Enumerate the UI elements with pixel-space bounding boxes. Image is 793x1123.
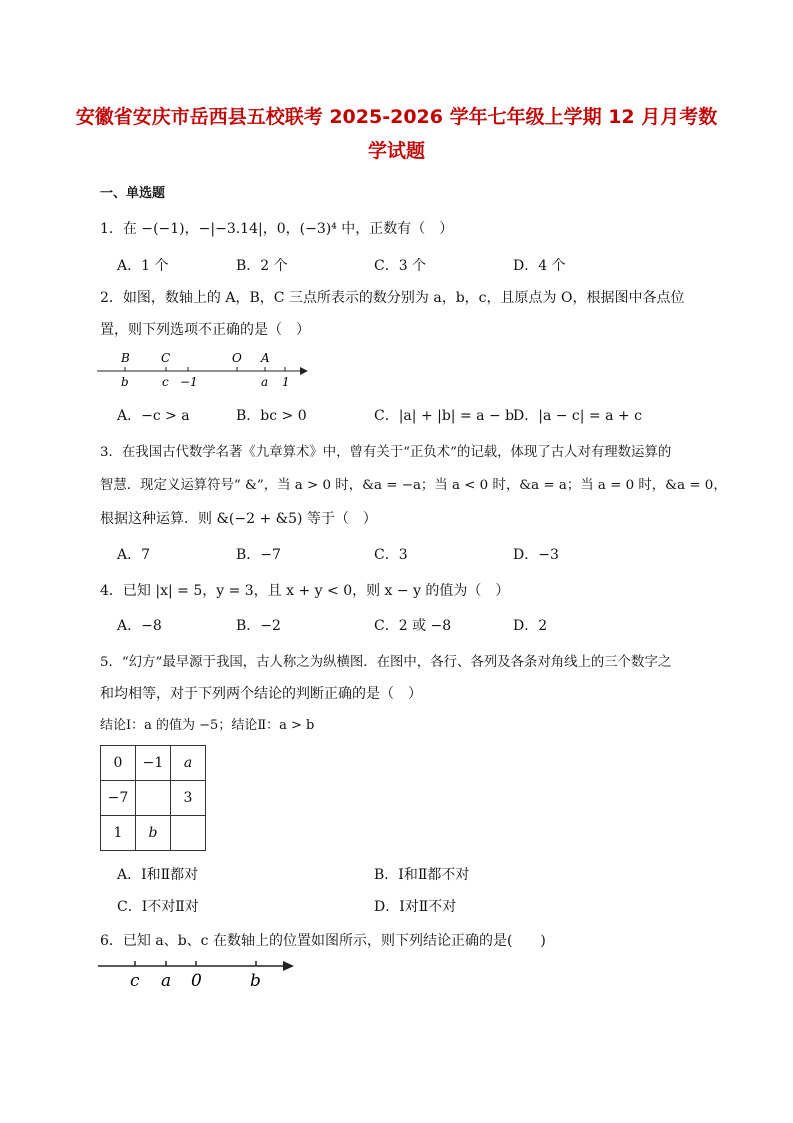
label-B: B — [121, 351, 130, 365]
q2-option-a: A．−c > a — [117, 408, 190, 424]
q4-option-c: C．2 或 −8 — [374, 618, 452, 634]
label-zero: 0 — [191, 971, 202, 991]
label-a: a — [161, 971, 172, 991]
question-5-line1: 5．“幻方”最早源于我国，古人称之为纵横图．在图中，各行、各列及各条对角线上的三个数字之 — [100, 655, 672, 670]
q4-option-d: D．2 — [513, 618, 548, 634]
label-minus-one: −1 — [180, 375, 198, 389]
q2-option-b: B．bc > 0 — [236, 408, 307, 424]
grid-cell: 1 — [101, 816, 136, 851]
q2-number-line — [95, 346, 310, 392]
q3-option-c: C．3 — [374, 547, 408, 563]
grid-cell — [136, 781, 171, 816]
label-A: A — [261, 351, 270, 365]
q3-option-d: D．−3 — [513, 547, 559, 563]
q1-option-c: C．3 个 — [374, 258, 427, 274]
q6-number-line — [95, 955, 300, 995]
label-a: a — [261, 375, 269, 389]
q5-option-b: B．Ⅰ和Ⅱ都不对 — [374, 867, 470, 883]
q1-option-d: D．4 个 — [513, 258, 566, 274]
q3-option-b: B．−7 — [236, 547, 281, 563]
label-c: c — [130, 971, 140, 991]
grid-cell — [171, 816, 206, 851]
question-3-line1: 3．在我国古代数学名著《九章算术》中，曾有关于“正负术”的记载，体现了古人对有理数运算的 — [100, 445, 672, 460]
grid-cell: −1 — [136, 746, 171, 781]
label-b: b — [250, 971, 261, 991]
exam-title-line1: 安徽省安庆市岳西县五校联考 2025-2026 学年七年级上学期 12 月月考数 — [75, 106, 718, 128]
label-b: b — [121, 375, 129, 389]
label-one: 1 — [282, 375, 290, 389]
section-heading: 一、单选题 — [100, 186, 166, 201]
q2-option-d: D．|a − c| = a + c — [513, 408, 642, 424]
grid-cell: 3 — [171, 781, 206, 816]
q3-option-a: A．7 — [117, 547, 151, 563]
q5-option-c: C．Ⅰ不对Ⅱ对 — [117, 899, 199, 915]
label-c: c — [162, 375, 169, 389]
exam-title-line2: 学试题 — [367, 140, 425, 162]
label-C: C — [161, 351, 171, 365]
label-O: O — [232, 351, 242, 365]
q2-option-c: C．|a| + |b| = a − b — [374, 408, 515, 424]
question-5-conclusions: 结论Ⅰ：a 的值为 −5；结论Ⅱ：a > b — [100, 718, 315, 733]
question-2-line2: 置，则下列选项不正确的是（ ） — [100, 322, 310, 338]
q1-option-b: B．2 个 — [236, 258, 288, 274]
q4-option-b: B．−2 — [236, 618, 281, 634]
grid-cell: b — [136, 816, 171, 851]
question-4-text: 4．已知 |x| = 5，y = 3，且 x + y < 0，则 x − y 的值为（ ） — [100, 583, 510, 599]
question-5-line2: 和均相等，对于下列两个结论的判断正确的是（ ） — [100, 686, 422, 702]
q1-option-a: A．1 个 — [117, 258, 169, 274]
question-1-text: 1．在 −(−1)，−|−3.14|，0，(−3)⁴ 中，正数有（ ） — [100, 221, 454, 237]
question-3-line2: 智慧．现定义运算符号“ &”，当 a > 0 时，&a = −a；当 a < 0 时，&a = a；当 a = 0 时，&a = 0， — [100, 478, 727, 493]
question-3-line3: 根据这种运算．则 &(−2 + &5) 等于（ ） — [100, 511, 377, 527]
grid-cell: 0 — [101, 746, 136, 781]
grid-cell: −7 — [101, 781, 136, 816]
magic-square-grid — [100, 745, 206, 851]
q4-option-a: A．−8 — [117, 618, 162, 634]
question-6-text: 6．已知 a、b、c 在数轴上的位置如图所示，则下列结论正确的是( ) — [100, 933, 546, 949]
q5-option-a: A．Ⅰ和Ⅱ都对 — [117, 867, 199, 883]
question-2-line1: 2．如图，数轴上的 A，B，C 三点所表示的数分别为 a，b，c，且原点为 O，根据图中各点位 — [100, 290, 685, 306]
exam-title — [60, 100, 733, 168]
grid-cell: a — [171, 746, 206, 781]
q5-option-d: D．Ⅰ对Ⅱ不对 — [374, 899, 457, 915]
